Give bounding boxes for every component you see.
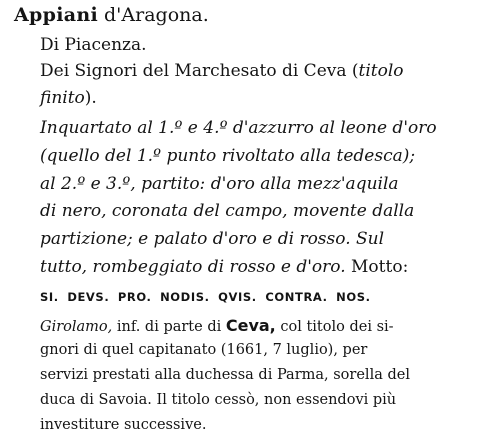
entry-title-end: ). — [84, 88, 97, 108]
blazon-line-2: (quello del 1.º punto rivoltato alla tedesca); — [40, 146, 416, 166]
entry-title-italic: titolo — [358, 61, 404, 81]
entry-title-line-1 — [40, 63, 404, 80]
family-surname-suffix: d'Aragona. — [97, 4, 209, 26]
blazon-surtout: tutto, rombeggiato di rosso e d'oro. — [40, 257, 346, 277]
note-line-1-b: col titolo dei si- — [275, 319, 394, 335]
note-person-name: Girolamo, — [40, 319, 113, 335]
motto-label: Motto: — [345, 257, 409, 277]
entry-title-italic-2: finito — [40, 88, 85, 108]
note-line-3: servizi prestati alla duchessa di Parma, sorella del — [40, 367, 410, 383]
entry-origin: Di Piacenza. — [40, 35, 147, 55]
blazon-line-5: partizione; e palato d'oro e di rosso. Sul — [40, 229, 385, 249]
entry-title-line-2 — [40, 90, 97, 107]
note-place-ceva: Ceva, — [225, 316, 276, 335]
note-line-4: duca di Savoia. Il titolo cessò, non essendovi più — [40, 392, 397, 408]
blazon-line-4: di nero, coronata del campo, movente dalla — [40, 201, 415, 221]
motto-text: SI. DEVS. PRO. NODIS. QVIS. CONTRA. NOS. — [40, 290, 371, 304]
entry-heading — [14, 6, 209, 25]
note-line-2: gnori di quel capitanato (1661, 7 luglio), per — [40, 342, 368, 358]
note-line-5: investiture successive. — [40, 417, 207, 433]
blazon-line-3: al 2.º e 3.º, partito: d'oro alla mezz'aquila — [40, 174, 399, 194]
blazon-line-6 — [40, 259, 408, 276]
note-line-1-a: inf. di parte di — [112, 319, 226, 335]
entry-title-text: Dei Signori del Marchesato di Ceva ( — [40, 61, 359, 81]
family-surname: Appiani — [14, 4, 98, 26]
note-line-1 — [40, 318, 394, 335]
blazon-line-1: Inquartato al 1.º e 4.º d'azzurro al leone d'oro — [40, 118, 437, 138]
